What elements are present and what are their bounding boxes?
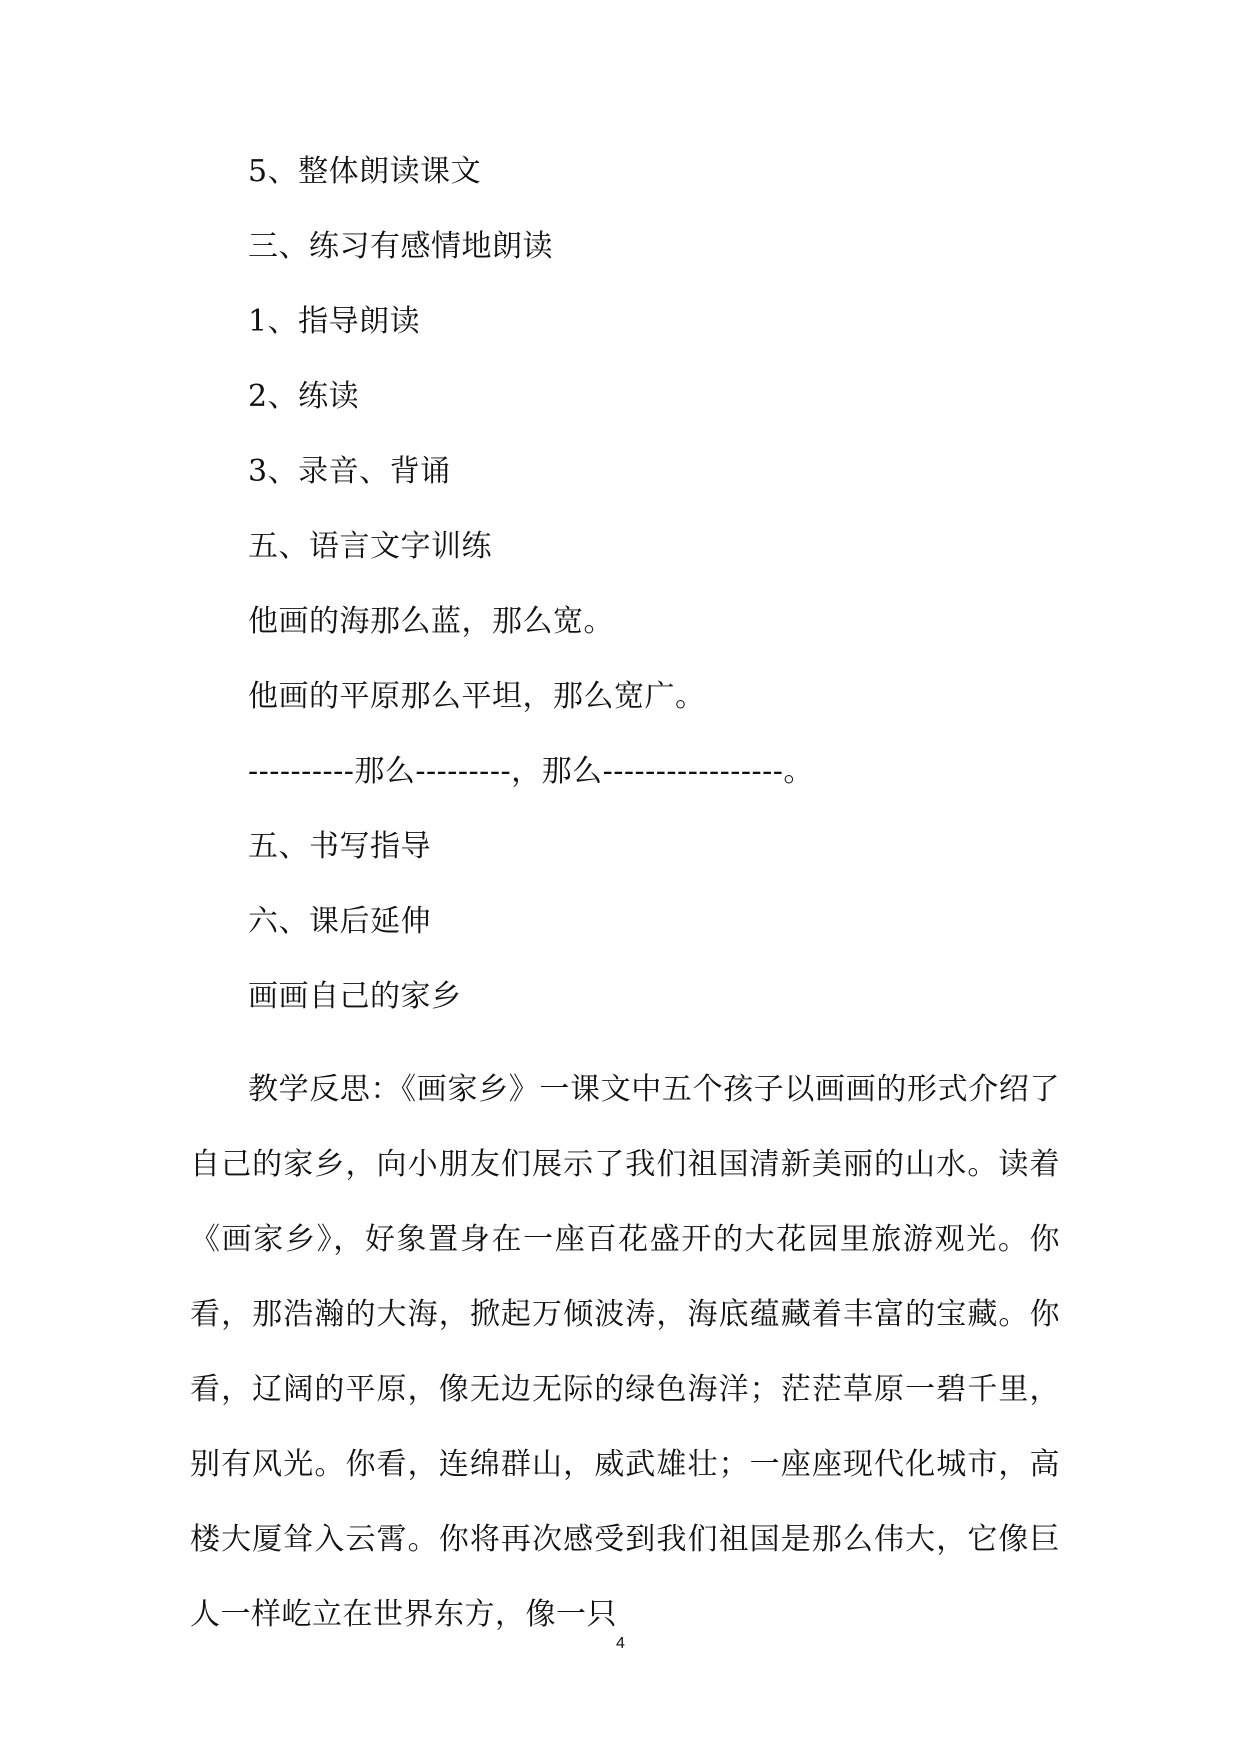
section-heading-writing-guidance: 五、书写指导: [248, 829, 431, 864]
activity-draw-hometown: 画画自己的家乡: [248, 979, 462, 1014]
outline-item-practice-reading: 2、练读: [248, 379, 360, 414]
page-number: 4: [616, 1635, 625, 1652]
outline-item-whole-reading: 5、整体朗读课文: [248, 154, 482, 189]
example-sentence-plain: 他画的平原那么平坦，那么宽广。: [248, 679, 706, 714]
example-sentence-sea: 他画的海那么蓝，那么宽。: [248, 604, 614, 639]
outline-item-guided-reading: 1、指导朗读: [248, 304, 421, 339]
section-heading-language-training: 五、语言文字训练: [248, 529, 492, 564]
outline-item-recording-recitation: 3、录音、背诵: [248, 454, 451, 489]
sentence-pattern-blank: ----------那么---------，那么-----------------。: [248, 754, 814, 789]
section-heading-after-class-extension: 六、课后延伸: [248, 904, 431, 939]
teaching-reflection-paragraph: 教学反思：《画家乡》一课文中五个孩子以画画的形式介绍了自己的家乡，向小朋友们展示了我们祖国清新美丽的山水。读着《画家乡》，好象置身在一座百花盛开的大花园里旅游观光。你看，那浩瀚的大海，掀起万倾波涛，海底蕴藏着丰富的宝藏。你看，辽阔的平原，像无边无际的绿色海洋；茫茫草原一碧千里，别有风光。你看，连绵群山，威武雄壮；一座座现代化城市，高楼大厦耸入云霄。你将再次感受到我们祖国是那么伟大，它像巨人一样屹立在世界东方，像一只: [190, 1072, 1060, 1632]
section-heading-emotional-reading: 三、练习有感情地朗读: [248, 229, 553, 264]
